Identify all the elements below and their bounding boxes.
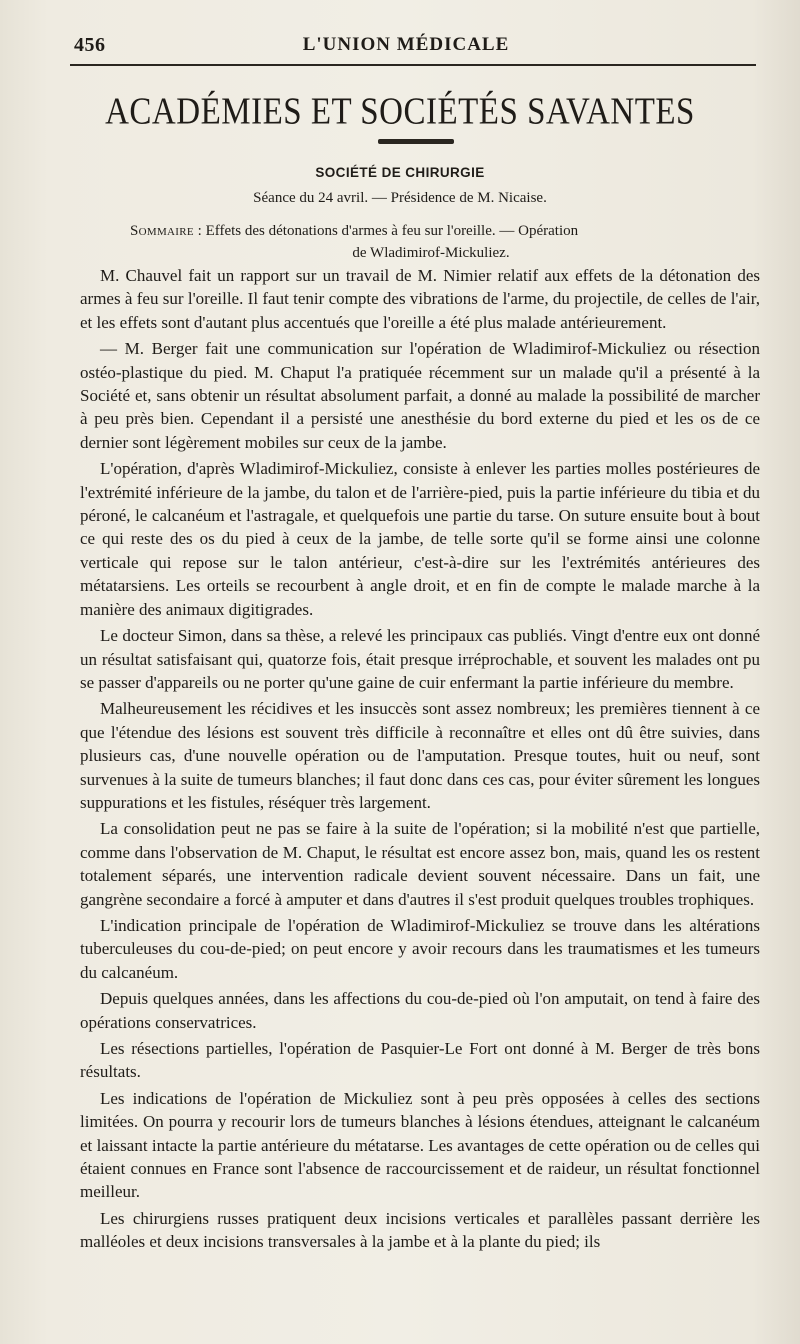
paragraph: Depuis quelques années, dans les affections du cou-de-pied où l'on amputait, on tend à faire des opérations conservatrices.	[80, 989, 760, 1032]
journal-title: L'UNION MÉDICALE	[302, 34, 510, 55]
paragraph: Les chirurgiens russes pratiquent deux incisions verticales et parallèles passant derrière les malléoles et deux incisions transversales à la jambe et à la plante du pied; ils	[80, 1208, 760, 1252]
section-divider	[378, 139, 454, 144]
summary-text: : Effets des détonations d'armes à feu sur l'oreille. — Opération	[193, 223, 579, 239]
paragraph: Les indications de l'opération de Mickuliez sont à peu près opposées à celles des sections limitées. On pourra y recourir lors de tumeurs blanches à lésions étendues, atteignant le calcanéum et laissant intacte la partie antérieure du métatarse. Les avantages de cette opération ou de celles qui étaient connues en France sont l'absence de raccourcissement et de raideur, un résultat fonctionnel meilleur.	[80, 1088, 760, 1202]
paragraph: Malheureusement les récidives et les insuccès sont assez nombreux; les premières tiennent à ce que l'étendue des lésions est souvent très difficile à reconnaître et elles ont dû être suivies, dans plusieurs cas, d'une nouvelle opération ou de l'amputation. Presque toutes, huit ou neuf, sont survenues à la suite de tumeurs blanches; il faut donc dans ces cas, pour éviter sûrement les longues suppurations et les fistules, réséquer très largement.	[80, 699, 760, 812]
paragraph: — M. Berger fait une communication sur l'opération de Wladimirof-Mickuliez ou résection ostéo-plastique du pied. M. Chaput l'a pratiquée récemment sur un malade qu'il a présenté à la Société et, sans obtenir un résultat absolument parfait, a donné au malade la possibilité de marcher à peu près bien. Cependant il a persisté une anesthésie du bord externe du pied et les os de ce dernier sont légèrement mobiles sur ceux de la jambe.	[80, 339, 760, 452]
session-line: Séance du 24 avril. — Présidence de M. Nicaise.	[253, 190, 547, 206]
paragraph: L'indication principale de l'opération de Wladimirof-Mickuliez se trouve dans les altérations tuberculeuses du cou-de-pied; on peut encore y avoir recours dans les traumatismes et les tumeurs du calcanéum.	[80, 915, 760, 982]
page-number: 456	[74, 34, 106, 56]
section-title: ACADÉMIES ET SOCIÉTÉS SAVANTES	[105, 91, 695, 133]
paragraph: Les résections partielles, l'opération de Pasquier-Le Fort ont donné à M. Berger de très bons résultats.	[80, 1039, 760, 1082]
article-body	[80, 264, 760, 1257]
header-rule	[70, 64, 756, 66]
paragraph: M. Chauvel fait un rapport sur un travail de M. Nimier relatif aux effets de la détonation des armes à feu sur l'oreille. Il faut tenir compte des vibrations de l'arme, du projectile, de celles de l'air, et les effets sont d'autant plus accentués que l'oreille a été plus malade antérieurement.	[80, 266, 760, 332]
paragraph: L'opération, d'après Wladimirof-Mickuliez, consiste à enlever les parties molles postérieures de l'extrémité inférieure de la jambe, du talon et de l'arrière-pied, puis la partie inférieure du tibia et du péroné, le calcanéum et l'astragale, et quelquefois une partie du tarse. On suture ensuite bout à bout ce qui reste des os du pied à ceux de la jambe, de telle sorte qu'il se forme ainsi une colonne verticale qui repose sur le talon antérieur, c'est-à-dire sur les l'extrémités antérieures des métatarsiens. Les orteils se recourbent à angle droit, et en fin de compte le malade marche à la manière des animaux digitigrades.	[80, 459, 760, 619]
summary-continuation: de Wladimirof-Mickuliez.	[352, 245, 510, 261]
paragraph: La consolidation peut ne pas se faire à la suite de l'opération; si la mobilité n'est que partielle, comme dans l'observation de M. Chaput, le résultat est encore assez bon, mais, quand les os restent totalement séparés, une intervention radicale devient souvent nécessaire. Dans un fait, une gangrène secondaire a forcé à amputer et dans d'autres il s'est produit quelques troubles trophiques.	[80, 819, 760, 909]
society-heading: SOCIÉTÉ DE CHIRURGIE	[315, 165, 485, 180]
running-head	[60, 28, 752, 64]
summary	[130, 220, 712, 264]
summary-label: Sommaire	[130, 223, 194, 239]
paragraph: Le docteur Simon, dans sa thèse, a relevé les principaux cas publiés. Vingt d'entre eux ont donné un résultat satisfaisant qui, quatorze fois, était presque irréprochable, et souvent les malades ont pu se passer d'appareils ou ne porter qu'une gaine de cuir enfermant la partie inférieure du membre.	[80, 626, 760, 692]
